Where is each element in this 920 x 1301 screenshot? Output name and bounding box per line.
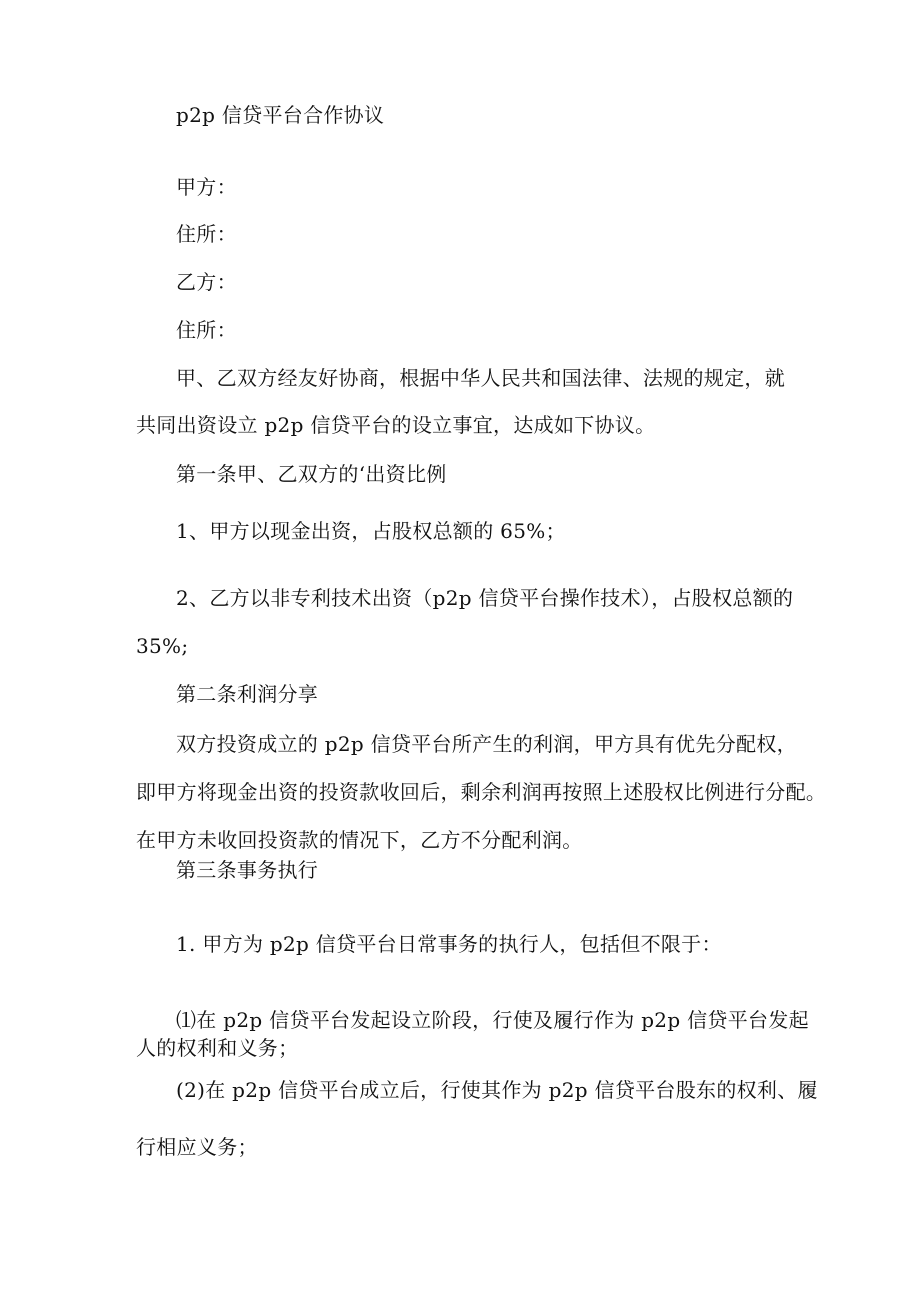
article-1-item-1: 1、甲方以现金出资，占股权总额的 65%； — [176, 519, 566, 543]
article-3-sub-1-line-2: 人的权利和义务； — [136, 1036, 299, 1060]
party-b-label: 乙方： — [176, 270, 237, 294]
article-3-sub-1-line-1: ⑴在 p2p 信贷平台发起设立阶段，行使及履行作为 p2p 信贷平台发起 — [176, 1008, 809, 1032]
article-1-title: 第一条甲、乙双方的‘出资比例 — [176, 462, 447, 486]
party-a-address-label: 住所： — [176, 222, 237, 246]
article-2-para-line-2: 即甲方将现金出资的投资款收回后，剩余利润再按照上述股权比例进行分配。 — [136, 780, 827, 804]
article-2-para-line-1: 双方投资成立的 p2p 信贷平台所产生的利润，甲方具有优先分配权， — [176, 732, 797, 756]
article-3-title: 第三条事务执行 — [176, 858, 319, 882]
article-3-sub-2-line-2: 行相应义务； — [136, 1135, 258, 1159]
article-1-item-2-line-2: 35%; — [136, 634, 189, 658]
preamble-line-2: 共同出资设立 p2p 信贷平台的设立事宜，达成如下协议。 — [136, 413, 656, 437]
article-1-item-2-line-1: 2、乙方以非专利技术出资（p2p 信贷平台操作技术），占股权总额的 — [176, 586, 794, 610]
party-b-address-label: 住所： — [176, 318, 237, 342]
preamble-line-1: 甲、乙双方经友好协商，根据中华人民共和国法律、法规的规定，就 — [176, 366, 785, 390]
article-3-item-1: 1. 甲方为 p2p 信贷平台日常事务的执行人，包括但不限于： — [176, 932, 722, 956]
article-3-sub-2-line-1: (2)在 p2p 信贷平台成立后，行使其作为 p2p 信贷平台股东的权利、履 — [176, 1078, 818, 1102]
document-title: p2p 信贷平台合作协议 — [176, 103, 385, 127]
party-a-label: 甲方： — [176, 175, 237, 199]
article-2-title: 第二条利润分享 — [176, 682, 319, 706]
article-2-para-line-3: 在甲方未收回投资款的情况下，乙方不分配利润。 — [136, 828, 583, 852]
